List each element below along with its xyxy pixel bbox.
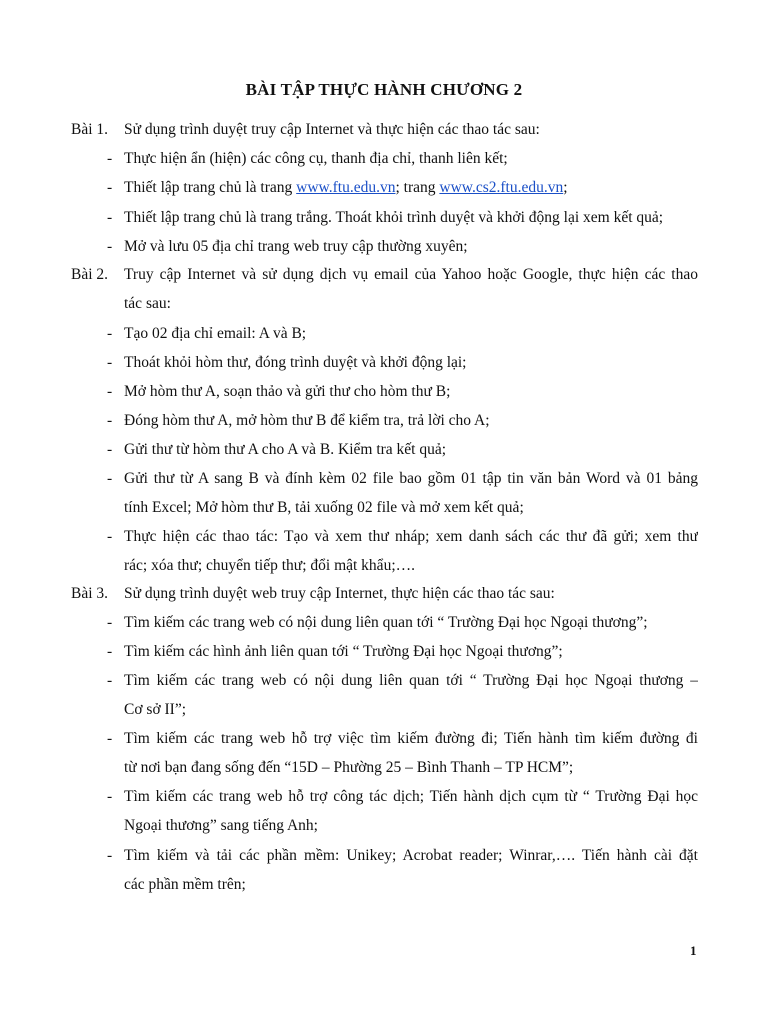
list-item-text: Thực hiện ẩn (hiện) các công cụ, thanh địa chỉ, thanh liên kết; — [124, 150, 508, 167]
bullet-dash: - — [107, 847, 113, 864]
list-item — [0, 608, 768, 638]
list-item-text: tính Excel; Mở hòm thư B, tải xuống 02 file và mở xem kết quả; — [124, 499, 524, 516]
exercise-intro: Sử dụng trình duyệt web truy cập Internet, thực hiện các thao tác sau: — [124, 585, 555, 602]
bullet-dash: - — [107, 412, 113, 429]
list-item — [0, 841, 768, 871]
list-item — [0, 232, 768, 262]
list-item — [0, 319, 768, 349]
bullet-dash: - — [107, 209, 113, 226]
bullet-dash: - — [107, 614, 113, 631]
list-item-continued — [0, 493, 768, 523]
list-item-text: rác; xóa thư; chuyển tiếp thư; đổi mật khẩu;…. — [124, 557, 415, 574]
list-item-text: Tìm kiếm các trang web hỗ trợ công tác dịch; Tiến hành dịch cụm từ “ Trường Đại học — [124, 788, 698, 805]
list-item — [0, 203, 768, 233]
list-item — [0, 435, 768, 465]
link-cs2-ftu[interactable]: www.cs2.ftu.edu.vn — [439, 179, 564, 196]
list-item-text: từ nơi bạn đang sống đến “15D – Phường 25 – Bình Thanh – TP HCM”; — [124, 759, 574, 776]
bullet-dash: - — [107, 383, 113, 400]
text-segment: Thiết lập trang chủ là trang — [124, 179, 297, 196]
list-item — [0, 724, 768, 754]
list-item-text: Tìm kiếm các trang web có nội dung liên quan tới “ Trường Đại học Ngoại thương”; — [124, 614, 648, 631]
list-item-text: Đóng hòm thư A, mở hòm thư B để kiểm tra, trả lời cho A; — [124, 412, 490, 429]
list-item-text: Tìm kiếm các trang web có nội dung liên quan tới “ Trường Đại học Ngoại thương – — [124, 672, 698, 689]
list-item — [0, 522, 768, 552]
bullet-dash: - — [107, 441, 113, 458]
bullet-dash: - — [107, 470, 113, 487]
list-item-text: Tìm kiếm các hình ảnh liên quan tới “ Trường Đại học Ngoại thương”; — [124, 643, 563, 660]
list-item-text: các phần mềm trên; — [124, 876, 246, 893]
bullet-dash: - — [107, 150, 113, 167]
list-item-text: Tìm kiếm và tải các phần mềm: Unikey; Acrobat reader; Winrar,…. Tiến hành cài đặt — [124, 847, 698, 864]
bullet-dash: - — [107, 354, 113, 371]
exercise-intro-continuation: tác sau: — [124, 295, 171, 312]
list-item-text: Cơ sở II”; — [124, 701, 187, 718]
bullet-dash: - — [107, 528, 113, 545]
list-item-continued — [0, 753, 768, 783]
exercise-1-heading — [0, 115, 768, 145]
list-item-continued — [0, 695, 768, 725]
page-title: BÀI TẬP THỰC HÀNH CHƯƠNG 2 — [245, 80, 523, 99]
list-item — [0, 406, 768, 436]
exercise-number: Bài 1. — [71, 121, 109, 138]
bullet-dash: - — [107, 788, 113, 805]
exercise-3-heading — [0, 579, 768, 609]
list-item — [0, 377, 768, 407]
exercise-2-heading — [0, 260, 768, 290]
list-item-text: Gửi thư từ hòm thư A cho A và B. Kiểm tra kết quả; — [124, 441, 447, 458]
list-item — [0, 782, 768, 812]
list-item — [0, 666, 768, 696]
exercise-number: Bài 2. — [71, 266, 109, 283]
list-item-continued — [0, 811, 768, 841]
list-item — [0, 144, 768, 174]
bullet-dash: - — [107, 238, 113, 255]
list-item-text: Tìm kiếm các trang web hỗ trợ việc tìm kiếm đường đi; Tiến hành tìm kiếm đường đi — [124, 730, 698, 747]
list-item-text: Thực hiện các thao tác: Tạo và xem thư nháp; xem danh sách các thư đã gửi; xem thư — [124, 528, 698, 545]
list-item — [0, 348, 768, 378]
list-item-text: Ngoại thương” sang tiếng Anh; — [124, 817, 318, 834]
list-item-text: Mở và lưu 05 địa chỉ trang web truy cập thường xuyên; — [124, 238, 468, 255]
bullet-dash: - — [107, 672, 113, 689]
list-item-text — [124, 173, 698, 203]
bullet-dash: - — [107, 325, 113, 342]
text-segment: ; — [563, 179, 568, 196]
list-item — [0, 464, 768, 494]
text-segment: ; trang — [395, 179, 440, 196]
exercise-intro: Truy cập Internet và sử dụng dịch vụ email của Yahoo hoặc Google, thực hiện các thao — [124, 266, 698, 283]
list-item-text: Mở hòm thư A, soạn thảo và gửi thư cho hòm thư B; — [124, 383, 451, 400]
list-item-continued — [0, 551, 768, 581]
list-item-text: Tạo 02 địa chỉ email: A và B; — [124, 325, 307, 342]
link-ftu[interactable]: www.ftu.edu.vn — [296, 179, 396, 196]
list-item-text: Thiết lập trang chủ là trang trắng. Thoát khỏi trình duyệt và khởi động lại xem kết quả; — [124, 209, 664, 226]
exercise-intro-continued — [0, 289, 768, 319]
list-item-continued — [0, 870, 768, 900]
list-item — [0, 637, 768, 667]
exercise-intro: Sử dụng trình duyệt truy cập Internet và thực hiện các thao tác sau: — [124, 121, 540, 138]
bullet-dash: - — [107, 730, 113, 747]
list-item-text: Gửi thư từ A sang B và đính kèm 02 file bao gồm 01 tập tin văn bản Word và 01 bảng — [124, 470, 698, 487]
page-number: 1 — [690, 943, 697, 958]
exercise-number: Bài 3. — [71, 585, 109, 602]
bullet-dash: - — [107, 643, 113, 660]
list-item-text: Thoát khỏi hòm thư, đóng trình duyệt và khởi động lại; — [124, 354, 467, 371]
bullet-dash: - — [107, 179, 113, 196]
list-item — [0, 173, 768, 203]
